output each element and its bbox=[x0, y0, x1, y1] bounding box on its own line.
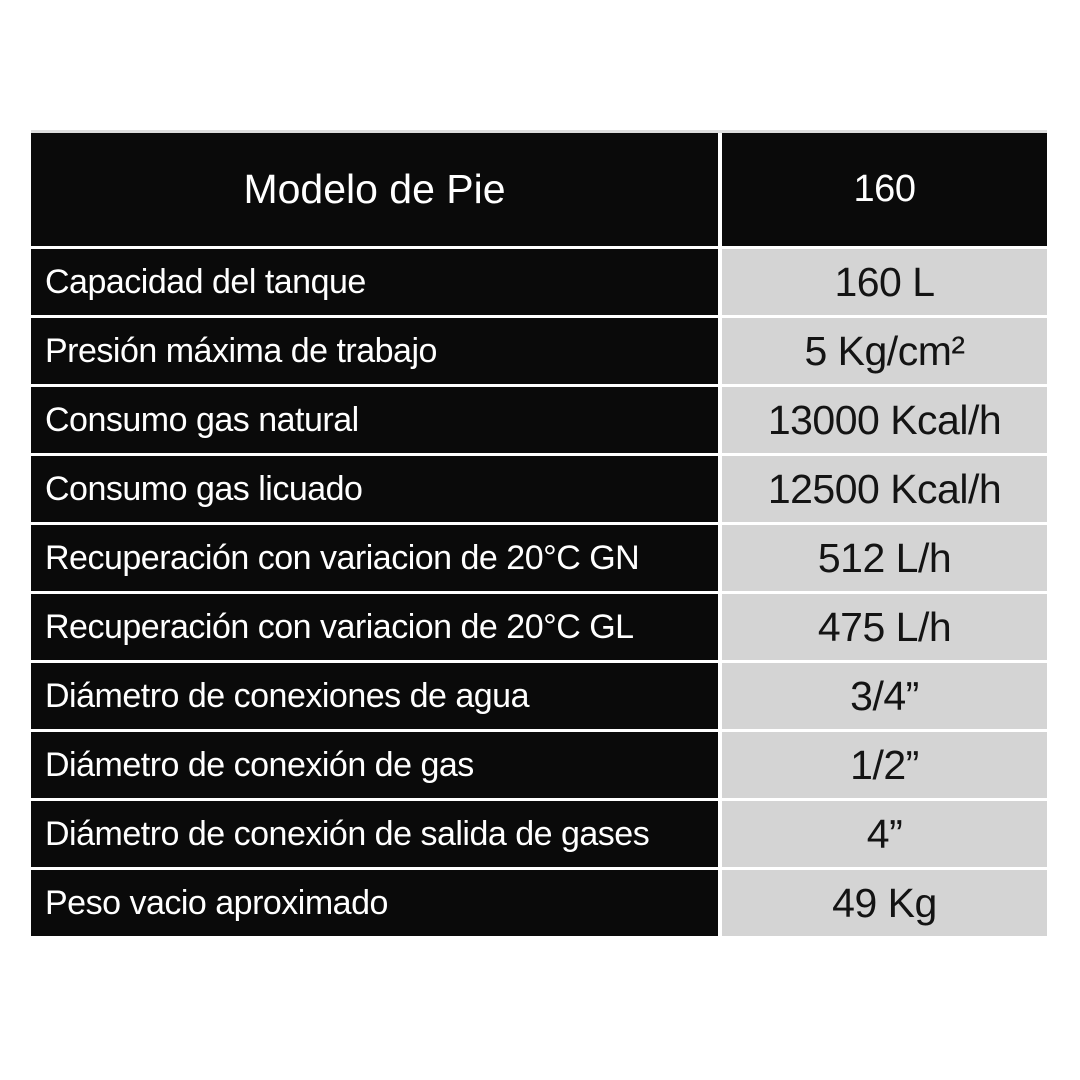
row-label: Recuperación con variacion de 20°C GL bbox=[31, 594, 718, 660]
row-value: 512 L/h bbox=[722, 525, 1047, 591]
row-value: 1/2” bbox=[722, 732, 1047, 798]
table-row bbox=[31, 732, 1047, 798]
table-row bbox=[31, 387, 1047, 453]
row-label: Presión máxima de trabajo bbox=[31, 318, 718, 384]
row-label: Diámetro de conexión de salida de gases bbox=[31, 801, 718, 867]
row-label: Peso vacio aproximado bbox=[31, 870, 718, 936]
row-label: Diámetro de conexiones de agua bbox=[31, 663, 718, 729]
table-row bbox=[31, 801, 1047, 867]
table-header-row bbox=[31, 133, 1047, 246]
row-value: 4” bbox=[722, 801, 1047, 867]
table-header-title: Modelo de Pie bbox=[31, 133, 718, 246]
row-label: Capacidad del tanque bbox=[31, 249, 718, 315]
row-value: 160 L bbox=[722, 249, 1047, 315]
table-row bbox=[31, 525, 1047, 591]
row-label: Recuperación con variacion de 20°C GN bbox=[31, 525, 718, 591]
table-header-model-value: 160 bbox=[722, 133, 1047, 246]
row-value: 49 Kg bbox=[722, 870, 1047, 936]
row-value: 3/4” bbox=[722, 663, 1047, 729]
table-row bbox=[31, 663, 1047, 729]
spec-table bbox=[31, 130, 1047, 936]
table-row bbox=[31, 456, 1047, 522]
row-value: 5 Kg/cm² bbox=[722, 318, 1047, 384]
row-label: Consumo gas natural bbox=[31, 387, 718, 453]
row-value: 475 L/h bbox=[722, 594, 1047, 660]
table-row bbox=[31, 318, 1047, 384]
table-row bbox=[31, 870, 1047, 936]
row-value: 13000 Kcal/h bbox=[722, 387, 1047, 453]
table-row bbox=[31, 249, 1047, 315]
row-label: Consumo gas licuado bbox=[31, 456, 718, 522]
row-value: 12500 Kcal/h bbox=[722, 456, 1047, 522]
table-row bbox=[31, 594, 1047, 660]
row-label: Diámetro de conexión de gas bbox=[31, 732, 718, 798]
